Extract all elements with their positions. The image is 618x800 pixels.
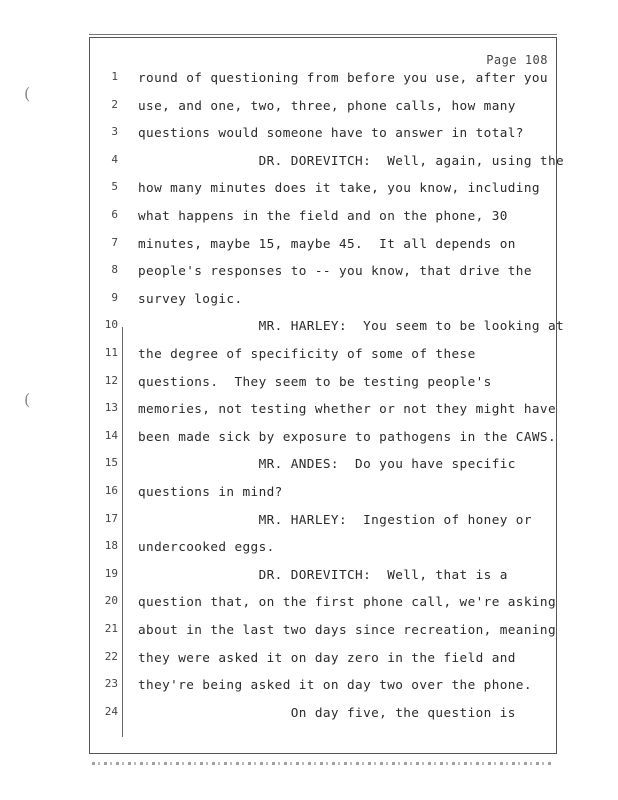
line-text: questions would someone have to answer in total? <box>138 125 524 141</box>
line-number: 13 <box>104 401 118 415</box>
line-number: 19 <box>104 566 118 580</box>
transcript-line <box>0 567 618 587</box>
line-number: 23 <box>104 677 118 691</box>
line-text: MR. HARLEY: Ingestion of honey or <box>138 511 532 527</box>
line-number: 20 <box>104 594 118 608</box>
page-top-rule <box>89 34 557 35</box>
transcript-line <box>0 512 618 532</box>
transcript-line <box>0 70 618 90</box>
line-number: 5 <box>111 180 118 194</box>
line-text: MR. ANDES: Do you have specific <box>138 456 516 472</box>
transcript-line <box>0 705 618 725</box>
line-text: survey logic. <box>138 290 243 306</box>
line-text: been made sick by exposure to pathogens in the CAWS. <box>138 428 557 444</box>
line-text: questions. They seem to be testing people's <box>138 373 492 389</box>
line-text: DR. DOREVITCH: Well, that is a <box>138 566 508 582</box>
transcript-line <box>0 236 618 256</box>
margin-paren-top: ( <box>24 84 31 103</box>
transcript-line <box>0 677 618 697</box>
line-number: 6 <box>111 208 118 221</box>
transcript-line <box>0 650 618 670</box>
line-text: about in the last two days since recreation, meaning <box>138 622 557 637</box>
line-number: 10 <box>104 318 118 332</box>
line-number: 1 <box>111 70 118 83</box>
line-number: 24 <box>104 704 118 718</box>
line-text: On day five, the question is <box>138 704 516 720</box>
line-number: 22 <box>104 649 118 663</box>
line-text: questions in mind? <box>138 484 283 499</box>
transcript-line <box>0 153 618 173</box>
line-number: 9 <box>111 290 118 304</box>
margin-paren-mid: ( <box>24 390 31 409</box>
transcript-line <box>0 125 618 145</box>
transcript-line <box>0 594 618 614</box>
line-number: 11 <box>104 346 118 359</box>
transcript-line <box>0 180 618 200</box>
transcript-line <box>0 208 618 228</box>
line-number: 17 <box>104 511 118 525</box>
transcript-line <box>0 374 618 394</box>
transcript-line <box>0 318 618 338</box>
line-number: 3 <box>111 125 118 139</box>
line-number: 15 <box>104 456 118 470</box>
transcript-line <box>0 539 618 559</box>
line-text: use, and one, two, three, phone calls, how many <box>138 97 516 113</box>
line-number: 12 <box>104 373 118 387</box>
line-text: minutes, maybe 15, maybe 45. It all depends on <box>138 235 516 251</box>
line-text: they're being asked it on day two over the phone. <box>138 677 532 693</box>
transcript-line <box>0 401 618 421</box>
line-number: 16 <box>104 484 118 497</box>
transcript-line <box>0 346 618 366</box>
transcript-line <box>0 484 618 504</box>
line-number: 8 <box>111 263 118 277</box>
line-text: MR. HARLEY: You seem to be looking at <box>138 318 565 334</box>
line-text: how many minutes does it take, you know, including <box>138 180 540 196</box>
line-text: round of questioning from before you use, after you <box>138 70 548 85</box>
line-text: what happens in the field and on the phone, 30 <box>138 208 508 223</box>
page-number: Page 108 <box>486 53 548 67</box>
transcript-line <box>0 263 618 283</box>
line-text: undercooked eggs. <box>138 539 275 555</box>
line-number: 7 <box>111 235 118 249</box>
bottom-scan-artifact <box>92 762 554 765</box>
line-text: the degree of specificity of some of these <box>138 346 476 361</box>
line-number: 18 <box>104 539 118 553</box>
transcript-line <box>0 429 618 449</box>
line-number: 14 <box>104 428 118 442</box>
transcript-line <box>0 456 618 476</box>
line-text: question that, on the first phone call, we're asking <box>138 594 557 610</box>
line-number: 21 <box>104 622 118 635</box>
line-text: memories, not testing whether or not they might have <box>138 401 557 417</box>
line-text: DR. DOREVITCH: Well, again, using the <box>138 152 565 168</box>
line-text: people's responses to -- you know, that drive the <box>138 263 532 279</box>
transcript-line <box>0 622 618 642</box>
line-number: 2 <box>111 97 118 111</box>
line-text: they were asked it on day zero in the field and <box>138 649 516 665</box>
line-number: 4 <box>111 152 118 166</box>
transcript-line <box>0 291 618 311</box>
transcript-line <box>0 98 618 118</box>
